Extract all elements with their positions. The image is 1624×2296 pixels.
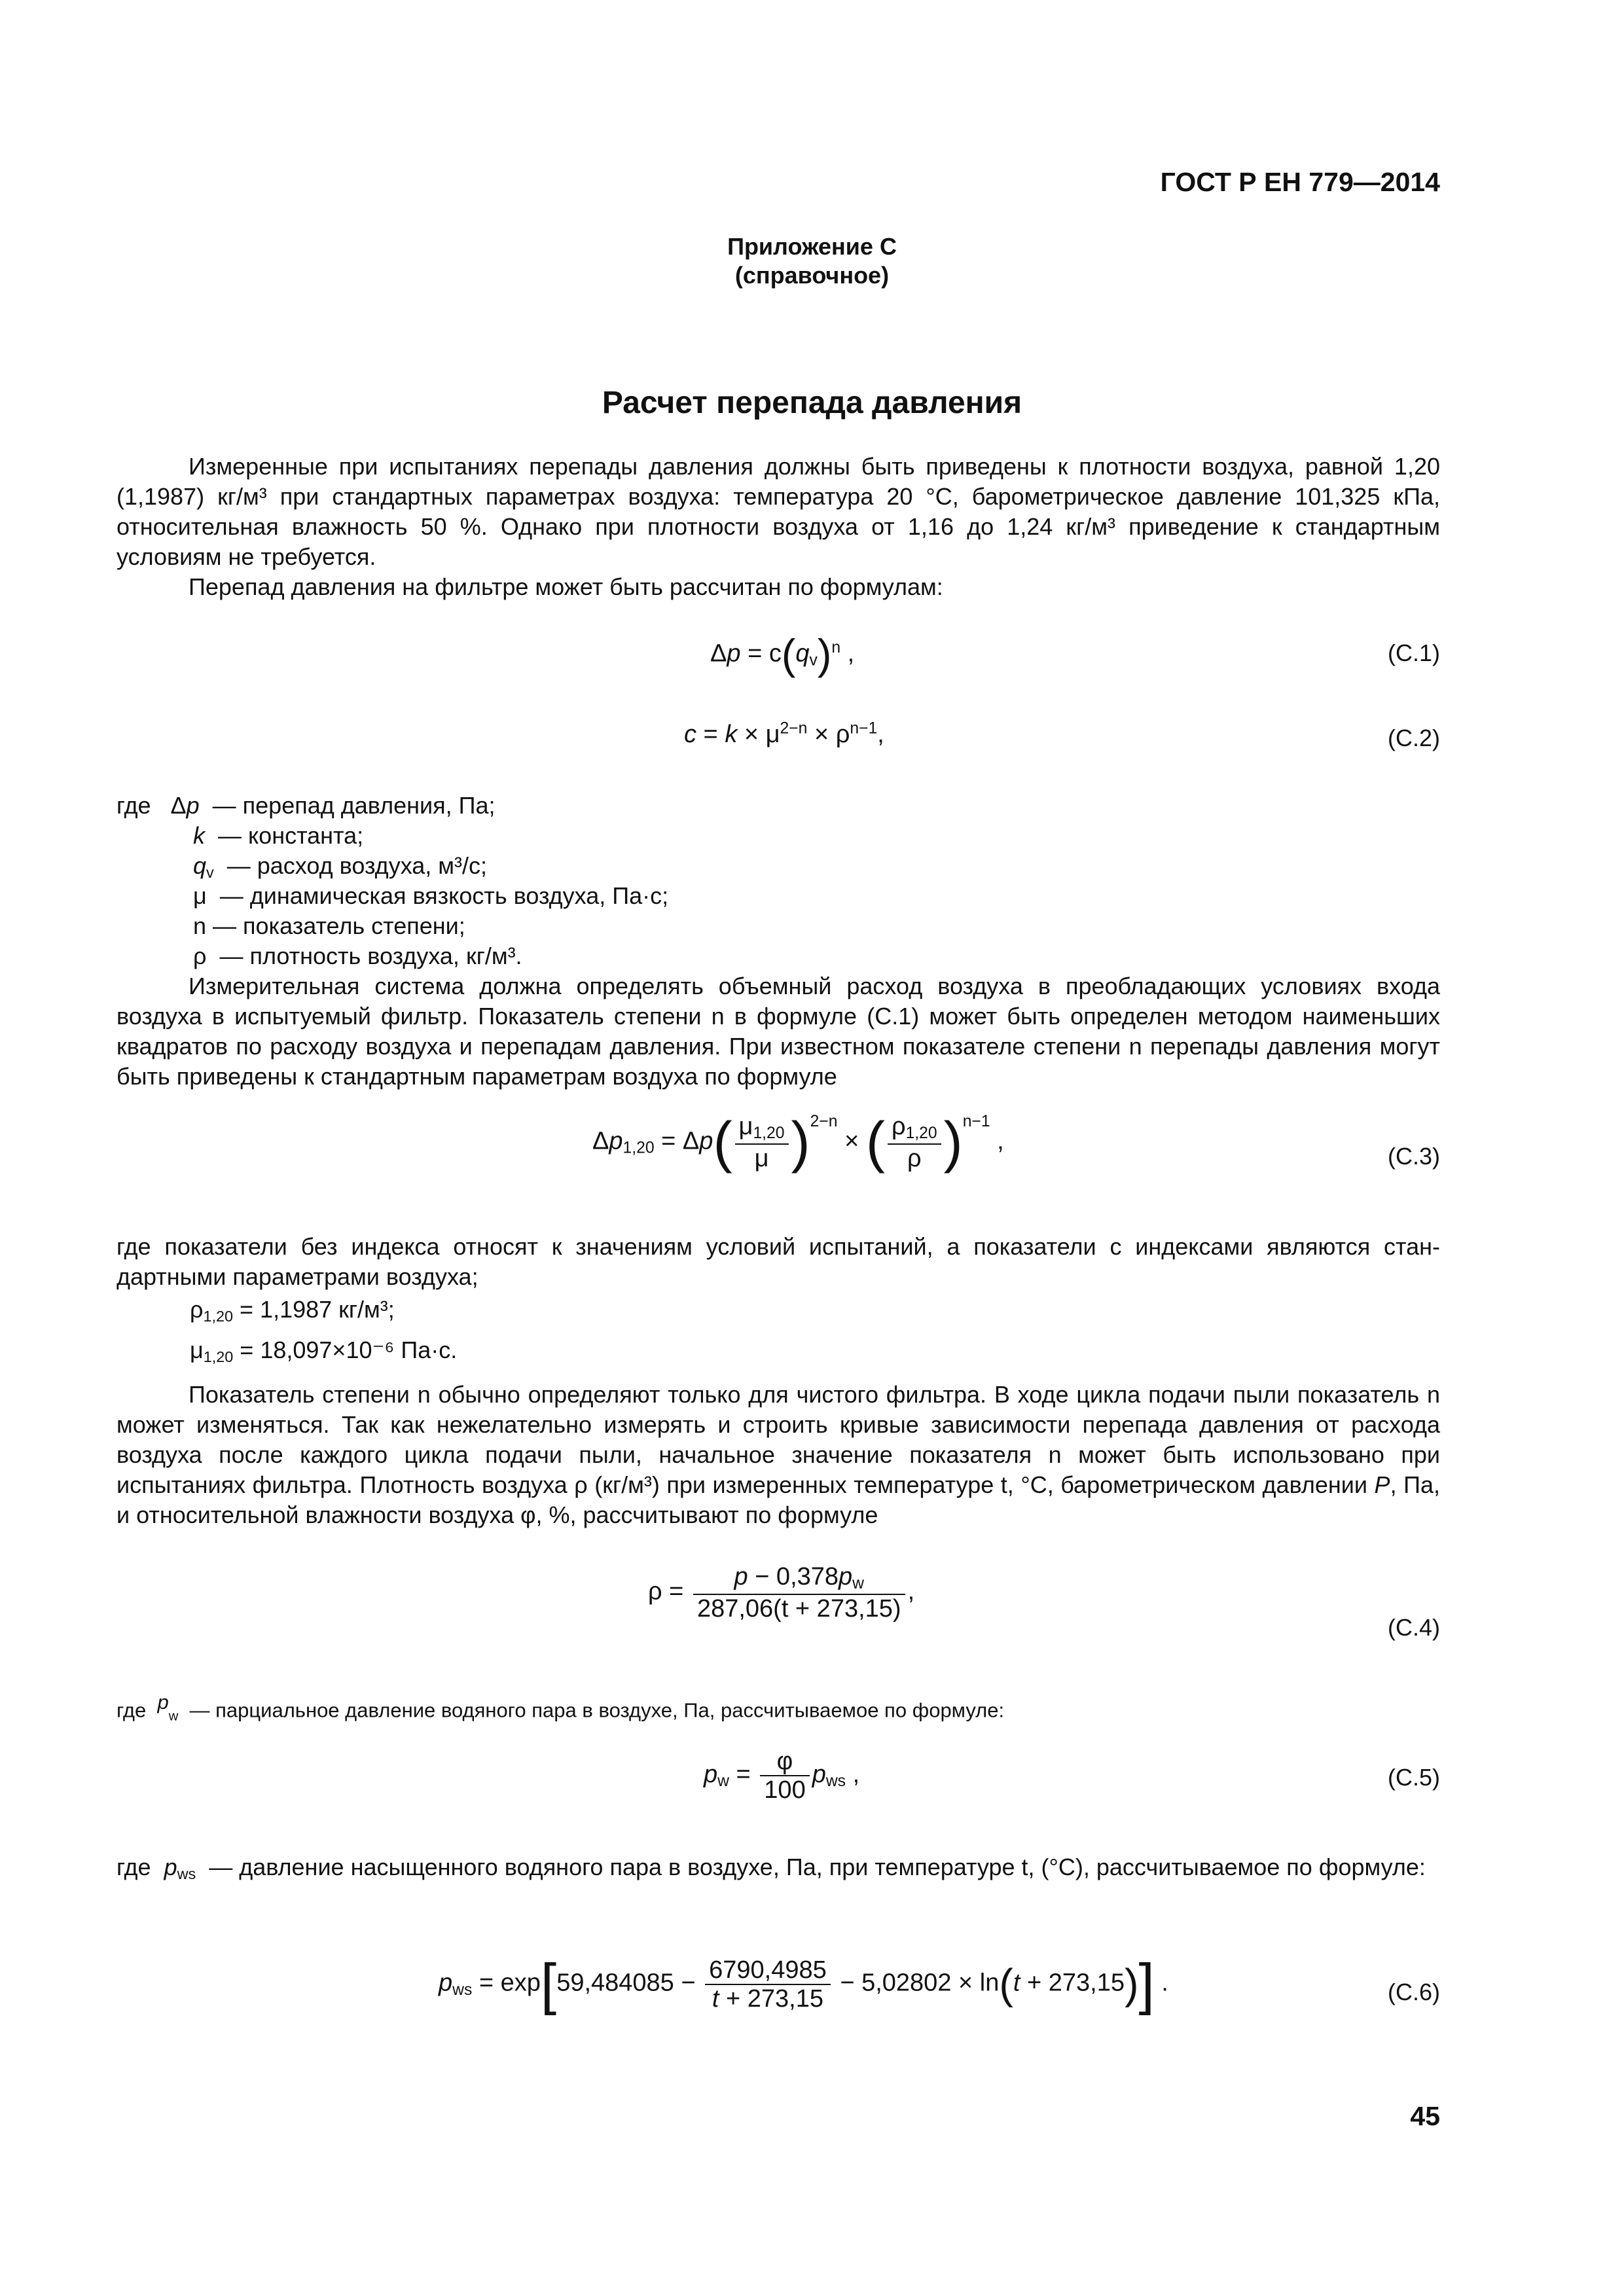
equation-number-c3: (С.3) (1388, 1143, 1440, 1170)
equation-c3: $\Delta p_{1,20} = \Delta p$( $\frac{\mu_{1,20}}{\mu}$ )$^{2-n}$ × ( $\frac{\rho_{1,20}}{\rho}$ )$^{n-1}$ , (592, 1109, 1004, 1174)
section-title: Расчет перепада давления (602, 386, 1022, 420)
where-label: где (117, 792, 151, 819)
document-code: ГОСТ Р ЕН 779—2014 (1160, 167, 1440, 197)
constant-mu: $\mu_{1,20} = 18,097\times 10^{-6}$ Па·с. (190, 1336, 458, 1365)
where-item-rho: ρ — плотность воздуха, кг/м³. (193, 942, 522, 969)
where-pw: где $p_w$ — парциальное давление водяного пара в воздухе, Па, рассчитываемое по формуле: (117, 1691, 1005, 1724)
appendix-title: Приложение С (727, 233, 897, 260)
equation-c4: ρ = $\frac{p - 0,378p_w}{287,06(t + 273,15)}$ , (648, 1563, 915, 1623)
formula-intro: Перепад давления на фильтре может быть рассчитан по формулам: (189, 573, 943, 600)
appendix-heading (0, 232, 1624, 290)
indices-paragraph: где показатели без индекса относят к значениям условий испытаний, а показатели с индексами являются стандартными параметрами воздуха; (117, 1233, 1440, 1290)
where-pws: где $p_{ws}$ — давление насыщенного водяного пара в воздухе, Па, при температуре t, (°С), рассчитываемое по формуле: (117, 1854, 1426, 1882)
equation-c5: $p_w$ = $\frac{\varphi}{100}$ $p_{ws}$ , (704, 1748, 860, 1804)
equation-c1: $\Delta p = c(q_v)^n$ , (710, 631, 855, 678)
where-item-delta-p: — перепад давления, Па; (212, 792, 496, 819)
intro-paragraph: Измеренные при испытаниях перепады давления должны быть приведены к плотности воздуха, равной 1,20 (1,1987) кг/м³ при стандартных параметрах воздуха: температура 20 °С, барометрическое давление 101,325 кПа, относительная влажность 50 %. Однако при плотности воздуха от 1,16 до 1,24 кг/м³ приведение к стандартным условиям не требуется. (117, 453, 1440, 570)
page-number: 45 (1410, 2101, 1440, 2131)
equation-number-c1: (С.1) (1388, 639, 1440, 666)
equation-c6: $p_{ws} = \exp[59,484085$ − $\frac{6790,4985}{t + 273,15}$ − 5,02802 × ln(t + 273,15)] . (439, 1952, 1168, 2016)
where-item-n: n — показатель степени; (193, 912, 465, 939)
where-item-mu: μ — динамическая вязкость воздуха, Па·с; (193, 882, 669, 909)
equation-number-c4: (С.4) (1388, 1614, 1440, 1641)
equation-number-c2: (С.2) (1388, 725, 1440, 751)
measurement-paragraph: Измерительная система должна определять объемный расход воздуха в преобладающих условиях входа воздуха в испытуемый фильтр. Показатель степени n в формуле (С.1) может быть определен методом наименьших квадратов по расходу воздуха и перепадам давления. При известном показателе степени n перепады давления могут быть приведены к стандартным параметрам воздуха по формуле (117, 973, 1440, 1090)
where-list: где Δp — перепад давления, Па; (117, 792, 496, 819)
where-item-k: k — константа; (193, 822, 364, 849)
where-item-qv: $q_v$ — расход воздуха, м³/с; (193, 852, 488, 881)
equation-c2: $c = k \times \mu^{2-n} \times \rho^{n-1}$, (684, 719, 884, 748)
equation-number-c5: (С.5) (1388, 1764, 1440, 1791)
appendix-subtitle: (справочное) (734, 262, 890, 289)
exponent-paragraph: Показатель степени n обычно определяют только для чистого фильтра. В ходе цикла подачи пыли показатель n может изменяться. Так как нежелательно измерять и строить кривые зависимости перепада давления от расхода воздуха после каждого цикла подачи пыли, начальное значение показателя n может быть использовано при испытаниях фильтра. Плотность воздуха ρ (кг/м³) при измеренных температуре t, °С, барометрическом давлении P, Па, и относительной влажности воздуха φ, %, рассчитывают по формуле (117, 1381, 1440, 1528)
constant-rho: $\rho_{1,20} = 1,1987$ кг/м³; (190, 1296, 395, 1325)
equation-number-c6: (С.6) (1388, 1979, 1440, 2005)
